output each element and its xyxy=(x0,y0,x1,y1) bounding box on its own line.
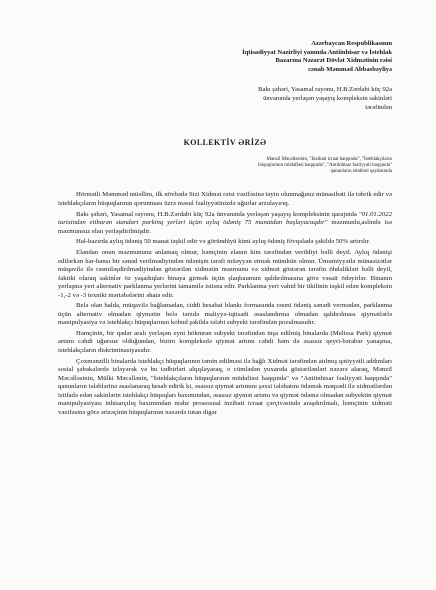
document-title: KOLLEKTİV ƏRİZƏ xyxy=(183,138,267,148)
body-paragraph: Həmçinin, bir qədər aralı yerləşən eyni hökmran subyekt tərəfindən inşa edilmiş binalarda (Melissa Park) qiymət artımı cəhdi uğursuz olduğundan, bizim kompleksdə qiymət artımı cəhdi həm də əsassız qeyri-bərabər yanaşma, istehlakçıların diskriminasiyasıdır. xyxy=(58,329,392,354)
body-paragraph: Belə olan halda, müqavilə bağlamadan, ciddi hesabat blankı formasında rəsmi ödəniş sənədi vermədən, parklanma üçün alternativ olmadan qiymətin belə tərzdə maliyyə-iqtisadi əsaslandırma olmadan qaldırılması qiymətlərlə manipulyasiya və istehlakçı hüquqlarının kobud şəkildə tələbi subyekt tərəfindən pozulmasıdır. xyxy=(58,302,392,327)
subject-line: hüquqlarının müdafiəsi haqqında", "Antiinhisar fəaliyyəti haqqında" xyxy=(258,163,392,169)
body-text: Bakı şəhəri, Yasamal rayonu, H.B.Zərdabi küç 92a ünvanında yerləşən yaşayış kompleksinin qarajında xyxy=(76,210,359,218)
sender-line: Bakı şəhəri, Yasamal rayonu, H.B.Zərdabi küç 92a xyxy=(258,86,392,94)
quoted-notice-text: "01.01.2022 tarixindən etibarən standart parkinq yerləri üçün aylıq ödəniş 75 manatdan başlayacaqdır" xyxy=(58,210,392,227)
body-paragraph xyxy=(58,211,392,237)
sender-line: tərəfindən xyxy=(365,103,392,111)
subject-block xyxy=(58,157,392,175)
addressee-line: Bazarına Nəzarət Dövlət Xidmətinin rəisi xyxy=(275,57,392,65)
body-text: məzmunlu,aslində isə məzmunsuz elan yerləşdirilmişdir. xyxy=(58,219,392,235)
subject-line: Mənzil Məcəlləsinin, "İnzibati icraat haqqında", "İstehlakçıların xyxy=(266,157,392,163)
addressee-line: cənab Məmməd Abbasbəyliyə xyxy=(308,65,392,73)
document-body xyxy=(58,191,392,417)
subject-line: qanunların tələbləri qaydasında xyxy=(330,169,392,175)
sender-line: ünvanında yerləşən yaşayış kompleksin sakinləri xyxy=(263,94,392,102)
addressee-block xyxy=(58,40,392,74)
sender-block xyxy=(58,86,392,112)
body-paragraph: Çoxmənzilli binalarda istehlakçı hüquqlarının təmin edilməsi ilə bağlı Xidmət tərəfindən atılmış qətiyyətli addımları sosial şəbəkələrdə izləyərək və bu tədbirləri alqışlayaraq, o cümlədən yuxarıda göstərilənləri nəzərə alaraq, Mənzil Məcəlləsinin, Mülki Məcəllənin, "İstehlakçıların hüquqlarının müdafiəsi haqqında" və "Antiinhisar fəaliyyəti haqqında" qanunların tələblərinə əsaslanaraq hesab edirik ki, əsassız qiymət artımını şəxsi tələbatını ödəmək məqsədi ilə xidmətlərdən istifadə edən sakinlərin istehlakçı hüquqları baxımından, əsassız qiymət artımı və qiymət ödəmə olmadan subyektin qiymət manipulyasiyası inhisarçılıq baxımından məhz prosessual inzibati icraat çərçivəsində araşdırılmalı, həmçinin xidməti vəzifəsinə görə ərizəçinin hüquqlarının nəzərdə tutan digər xyxy=(58,357,392,416)
addressee-line: İqtisadiyyat Nazirliyi yanında Antiinhisar və İstehlak xyxy=(242,48,392,56)
addressee-line: Azərbaycan Respublikasının xyxy=(311,40,392,47)
body-paragraph: Elandan onun məzmununu anlamaq olmur, həmçinin elanın kim tərəfindən verildiyi bəlli deyil. Aylıq ödənişi edilərkən hər-hansı bir sənəd verilmədiyindən ödənişin tərəfi müəyyən etmək mümkün olmur. Ümumiyyətlə münasizətlər müqavilə ilə rəsmiləşdirilmədiyindən göstərilən xidmətin məzmunu və xidmət göstərən tərəfin öhdəlikləri bəlli deyil, faktiki olaraq sakinlər öz yaşadıqları binaya girmək üçün şlaqbaumun qaldırılmasına görə vəsait ödəyirlər. Binanın yerləşmə yeri alternativ parklanma yerlərini tamamilə istisna edir. Parklanma yeri vahid bir tikilinin təşkil edən kompleksin -1,-2 və -3 texniki mərtəbələrini əhatə edir. xyxy=(58,249,392,299)
body-paragraph: Hal-hazırda aylıq ödəniş 50 manat təşkil edir və göründüyü kimi aylıq ödəniş fövqəladə şəkildə 50% artırılır. xyxy=(76,238,371,246)
body-paragraph: Hörmətli Məmməd müəllim, ilk növbədə Sizi Xidmət rəisi vəzifəsinə təyin olunmağınız münasibəti ilə təbrik edir və istehlakçıların hüquqlarının qorunması üzrə məsul fəaliyyətinizdə uğurlar arzulayırıq. xyxy=(58,191,392,207)
